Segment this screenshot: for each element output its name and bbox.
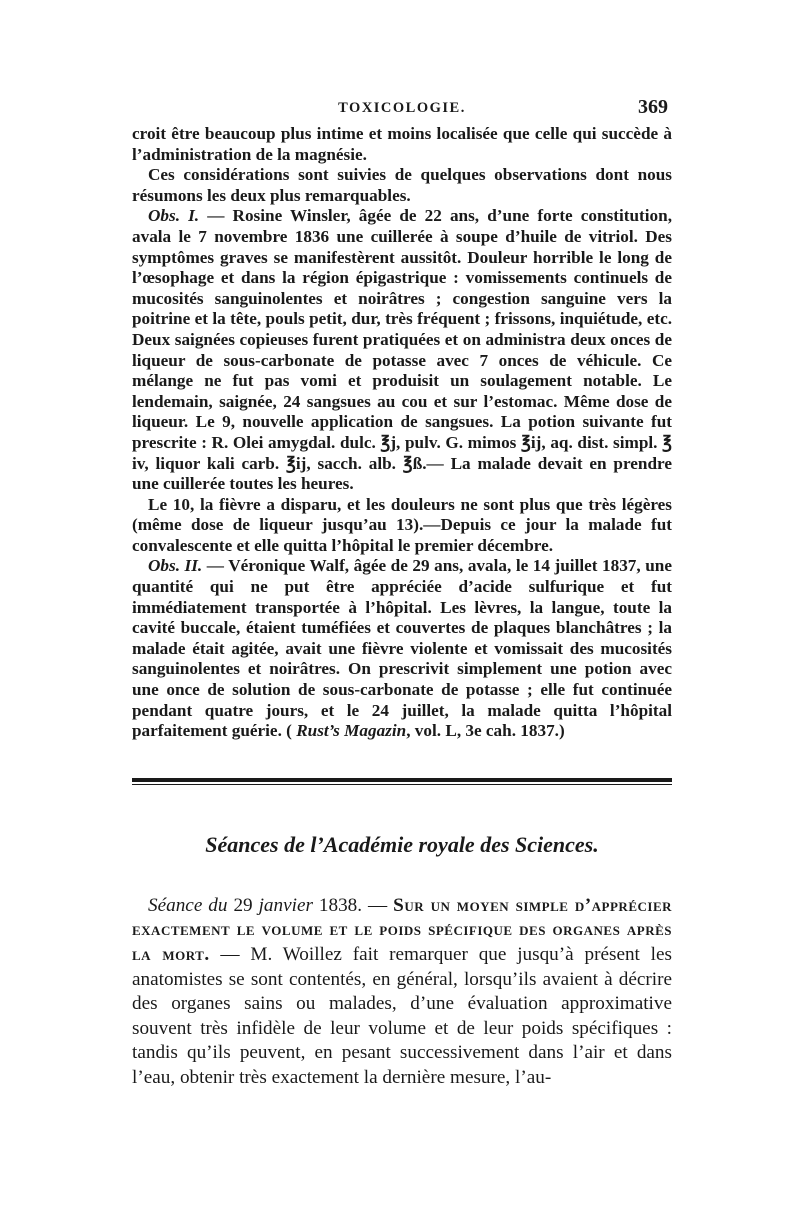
paragraph-continuation: croit être beaucoup plus intime et moins localisée que celle qui succède à l’administration de la magnésie. — [132, 124, 672, 164]
section-divider — [132, 778, 672, 788]
toxicology-text — [132, 124, 672, 742]
page-number: 369 — [638, 96, 668, 118]
seance-heading: Sur un moyen simple d’apprécier exactement le volume et le poids spécifique des organes après la mort. — [132, 894, 672, 965]
page-header — [132, 96, 672, 124]
paragraph-seance — [132, 894, 672, 1091]
seance-body: — M. Woillez fait remarquer que jusqu’à présent les anatomistes se sont contentés, en général, lorsqu’ils avaient à décrire des organes sains ou malades, d’une évaluation approximative souvent très infidèle de leur volume et de leur poids spécifiques : tandis qu’ils peuvent, en pesant successivement dans l’air et dans l’eau, obtenir très exactement la dernière mesure, l’au- — [132, 944, 672, 1088]
divider-thick-rule — [132, 778, 672, 782]
observation-2-label: Obs. II. — [148, 556, 203, 576]
observation-2-text: — Véronique Walf, âgée de 29 ans, avala, le 14 juillet 1837, une quantité qui ne put être appréciée d’acide sulfurique et fut immédiatement transportée à l’hôpital. Les lèvres, la langue, toute la cavité buccale, étaient tuméfiées et couvertes de plaques blanchâtres ; la malade était agitée, avait une fièvre violente et vomissait des mucosités sanguinolentes et noirâtres. On prescrivit simplement une potion avec une once de solution de sous-carbonate de potasse ; elle fut continuée pendant quatre jours, et le 24 juillet, la malade quitta l’hôpital parfaitement guérie. ( — [132, 556, 672, 741]
observation-1-label: Obs. I. — [148, 206, 200, 226]
section-title: Séances de l’Académie royale des Sciences. — [205, 831, 599, 857]
paragraph-observations-intro: Ces considérations sont suivies de quelques observations dont nous résumons les deux plus remarquables. — [132, 165, 672, 205]
paragraph-observation-1-outcome: Le 10, la fièvre a disparu, et les douleurs ne sont plus que très légères (même dose de liqueur jusqu’au 13).—Depuis ce jour la malade fut convalescente et elle quitta l’hôpital le premier décembre. — [132, 494, 672, 555]
paragraph-observation-1 — [132, 206, 672, 494]
observation-1-text: — Rosine Winsler, âgée de 22 ans, d’une forte constitution, avala le 7 novembre 1836 une cuillerée à soupe d’huile de vitriol. Des symptômes graves se manifestèrent aussitôt. Douleur horrible le long de l’œsophage et dans la région épigastrique : vomissements continuels de mucosités sanguinolentes et noirâtres ; congestion sanguine vers la poitrine et la tête, pouls petit, dur, très fréquent ; frissons, inquiétude, etc. Deux saignées copieuses furent pratiquées et on administra deux onces de liqueur de sous-carbonate de potasse avec 7 onces de véhicule. Ce mélange ne fut pas vomi et produisit un soulagement notable. Le lendemain, saignée, 24 sangsues au cou et sur l’estomac. Même dose de liqueur. Le 9, nouvelle application de sangsues. La potion suivante fut prescrite : R. Olei amygdal. dulc. ℥j, pulv. G. mimos ℥ij, aq. dist. simpl. ℥ iv, liquor kali carb. ℥ij, sacch. alb. ℥ß.— La malade devait en prendre une cuillerée toutes les heures. — [132, 206, 672, 494]
observation-2-citation: , vol. L, 3e cah. 1837.) — [406, 721, 565, 741]
seance-date-number: 29 — [233, 894, 253, 916]
paragraph-observation-2 — [132, 556, 672, 741]
seance-date-year: 1838. — — [318, 894, 394, 916]
book-page — [132, 96, 672, 1091]
observation-2-source: Rust’s Magazin — [296, 721, 407, 741]
seance-date-prefix: Séance du — [148, 894, 234, 916]
running-head: TOXICOLOGIE. — [338, 100, 466, 116]
seance-text — [132, 894, 672, 1091]
divider-thin-rule — [132, 784, 672, 785]
seance-date-month: janvier — [252, 894, 319, 916]
